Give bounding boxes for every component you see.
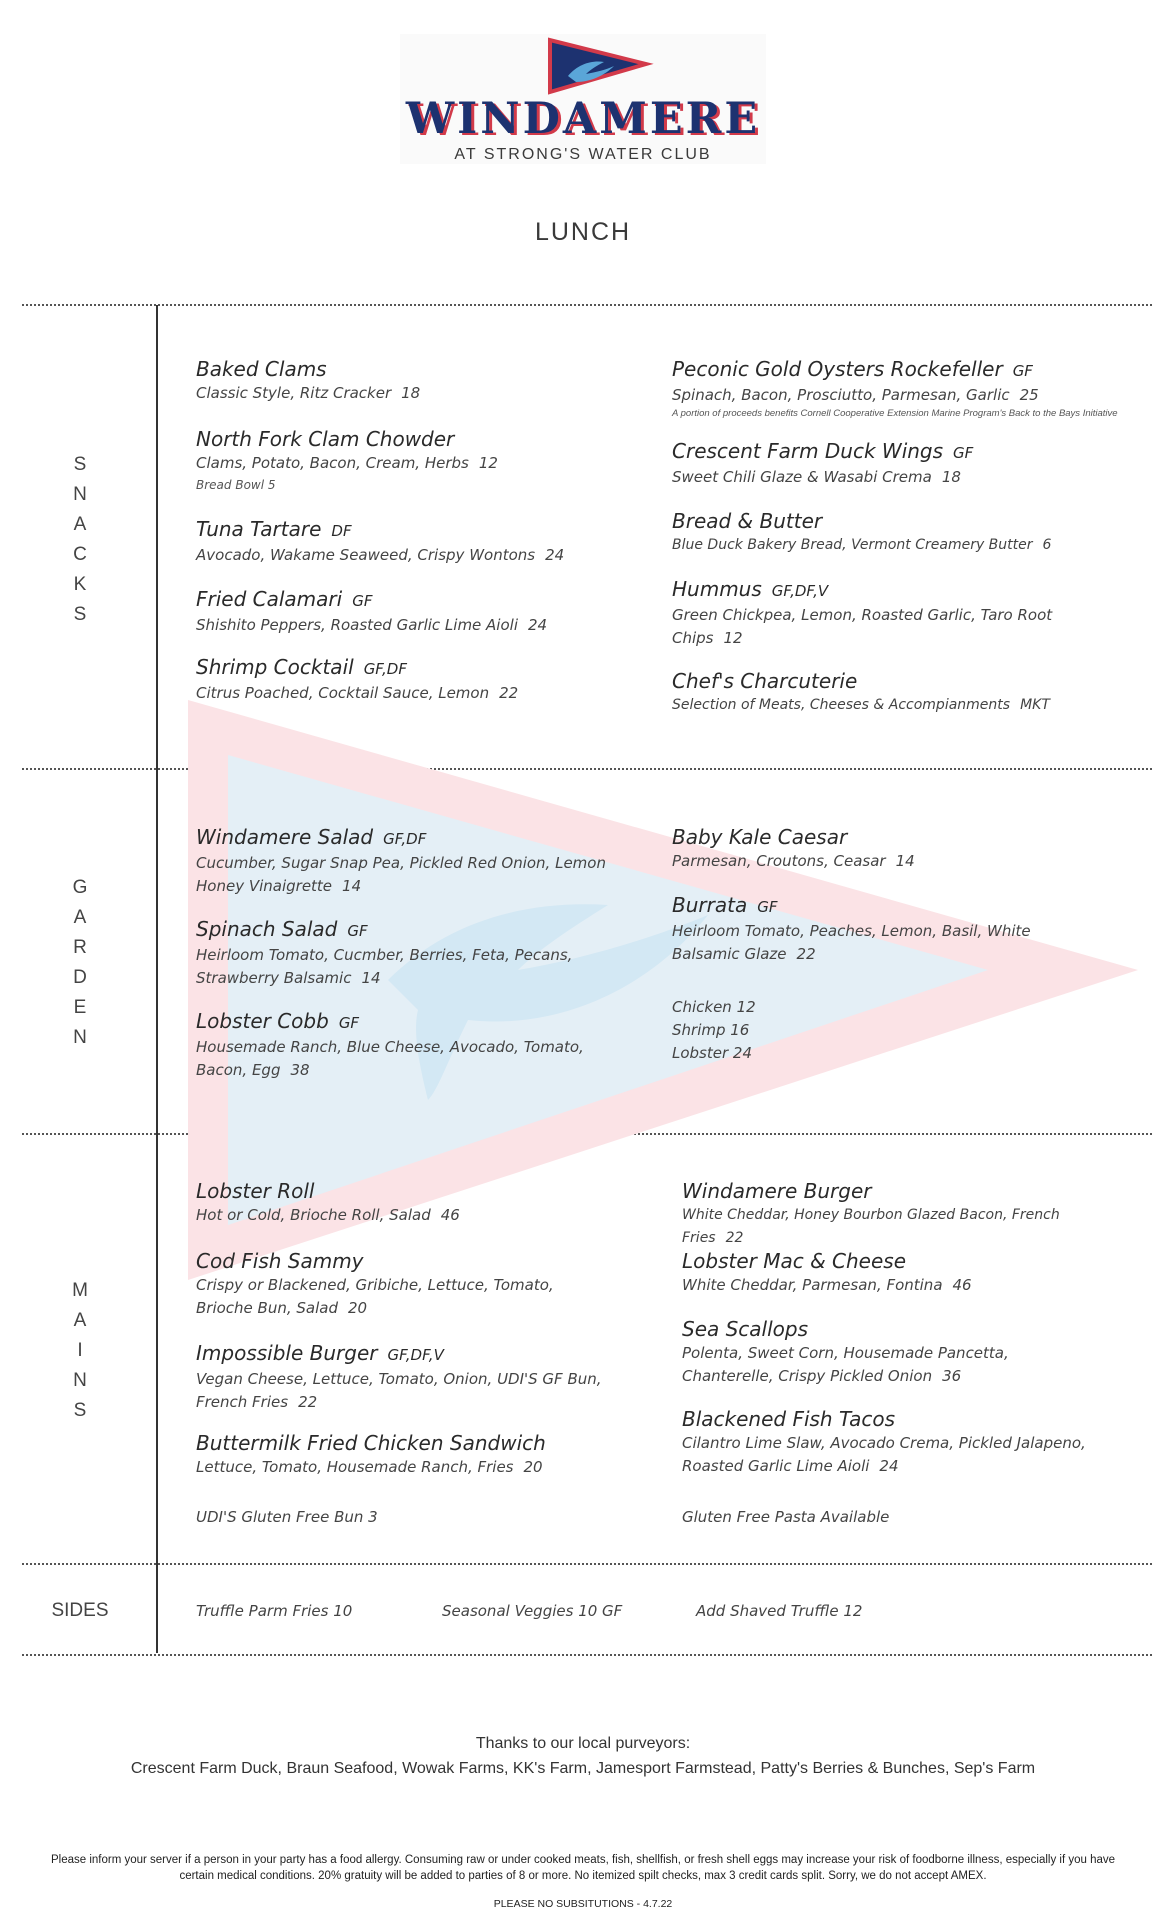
- item-name: Fried Calamari: [196, 587, 343, 611]
- item-desc: Green Chickpea, Lemon, Roasted Garlic, Taro Root Chips: [672, 606, 1053, 647]
- item-name: Tuna Tartare: [196, 517, 322, 541]
- item-tag: GF,DF: [383, 830, 427, 848]
- brand-name: WINDAMERE: [405, 94, 761, 144]
- item-price: 12: [723, 629, 743, 647]
- item-name: Chef's Charcuterie: [672, 669, 858, 693]
- item-desc: Housemade Ranch, Blue Cheese, Avocado, Tomato, Bacon, Egg: [196, 1038, 584, 1079]
- item-tag: GF,DF,V: [771, 582, 829, 600]
- item-desc: Parmesan, Croutons, Ceasar: [672, 852, 886, 870]
- item-desc: Citrus Poached, Cocktail Sauce, Lemon: [196, 684, 490, 702]
- menu-item: [672, 438, 1132, 489]
- menu-title: LUNCH: [534, 218, 632, 246]
- item-name: Peconic Gold Oysters Rockefeller: [672, 357, 1003, 381]
- item-price: 18: [401, 384, 421, 402]
- item-name: Baby Kale Caesar: [672, 825, 848, 849]
- item-price: 22: [298, 1393, 318, 1411]
- mains-label-text: M A I N S: [72, 1280, 93, 1421]
- item-price: 36: [942, 1367, 962, 1385]
- menu-item: [196, 916, 616, 990]
- item-name: North Fork Clam Chowder: [196, 427, 455, 451]
- menu-item: [196, 1430, 636, 1479]
- side-item: Seasonal Veggies 10 GF: [442, 1602, 623, 1620]
- addon-item: Lobster 24: [672, 1044, 753, 1062]
- menu-item: [196, 654, 636, 705]
- item-desc: Blue Duck Bakery Bread, Vermont Creamery Butter: [672, 537, 1033, 553]
- item-price: 24: [528, 616, 548, 634]
- item-name: Baked Clams: [196, 357, 327, 381]
- menu-item: [196, 1008, 616, 1082]
- garden-label-text: G A R D E N: [72, 877, 93, 1048]
- item-desc: Lettuce, Tomato, Housemade Ranch, Fries: [196, 1458, 514, 1476]
- item-desc: Heirloom Tomato, Peaches, Lemon, Basil, White Balsamic Glaze: [672, 922, 1031, 963]
- item-desc: Vegan Cheese, Lettuce, Tomato, Onion, UDI'S GF Bun, French Fries: [196, 1370, 602, 1411]
- item-name: Crescent Farm Duck Wings: [672, 439, 944, 463]
- item-desc: Selection of Meats, Cheeses & Accompianments: [672, 697, 1011, 713]
- gluten-free-pasta-note: Gluten Free Pasta Available: [682, 1508, 890, 1526]
- item-name: Spinach Salad: [196, 917, 338, 941]
- item-tag: GF,DF: [363, 660, 407, 678]
- item-name: Hummus: [672, 577, 762, 601]
- item-note: Bread Bowl 5: [196, 478, 276, 492]
- item-price: 24: [879, 1457, 899, 1475]
- menu-item: [672, 668, 1142, 717]
- divider-mains-sides: [22, 1563, 1152, 1565]
- item-price: 14: [361, 969, 381, 987]
- item-price: 20: [348, 1299, 368, 1317]
- item-tag: GF: [347, 922, 368, 940]
- item-price: 38: [290, 1061, 310, 1079]
- item-name: Lobster Roll: [196, 1179, 315, 1203]
- purveyors-list: Crescent Farm Duck, Braun Seafood, Wowak Farms, KK's Farm, Jamesport Farmstead, Patty's Berries & Bunches, Sep's Farm: [130, 1760, 1036, 1777]
- item-price: 22: [725, 1230, 744, 1246]
- menu-item: [672, 892, 1092, 966]
- menu-item: [682, 1178, 1122, 1250]
- menu-item: [196, 586, 636, 637]
- item-desc: Hot or Cold, Brioche Roll, Salad: [196, 1206, 431, 1224]
- item-name: Sea Scallops: [682, 1317, 809, 1341]
- item-name: Lobster Cobb: [196, 1009, 329, 1033]
- item-price: 46: [440, 1206, 460, 1224]
- addon-list: [672, 996, 756, 1065]
- item-price: 6: [1042, 537, 1052, 553]
- item-price: 14: [342, 877, 362, 895]
- menu-item: [682, 1316, 1092, 1388]
- menu-item: [672, 356, 1132, 421]
- vertical-rule: [156, 305, 158, 1653]
- menu-item: [682, 1248, 1122, 1297]
- menu-item: [672, 508, 1142, 557]
- section-label-garden: [58, 873, 102, 1053]
- item-desc: Clams, Potato, Bacon, Cream, Herbs: [196, 454, 469, 472]
- divider-top: [22, 304, 1152, 306]
- menu-item: [672, 576, 1082, 650]
- item-price: 14: [895, 852, 915, 870]
- item-desc: Cilantro Lime Slaw, Avocado Crema, Pickled Jalapeno, Roasted Garlic Lime Aioli: [682, 1434, 1086, 1475]
- item-name: Windamere Burger: [682, 1179, 872, 1203]
- menu-item: [196, 356, 636, 405]
- item-name: Shrimp Cocktail: [196, 655, 354, 679]
- menu-item: [196, 824, 636, 898]
- snacks-label-text: S N A C K S: [73, 454, 93, 625]
- item-tag: GF: [953, 444, 974, 462]
- divider-bottom: [22, 1654, 1152, 1656]
- side-item: Truffle Parm Fries 10: [196, 1602, 353, 1620]
- menu-item: [196, 1340, 636, 1414]
- item-desc: Heirloom Tomato, Cucmber, Berries, Feta, Pecans, Strawberry Balsamic: [196, 946, 573, 987]
- menu-item: [196, 516, 636, 567]
- menu-item: [196, 426, 636, 495]
- item-desc: Shishito Peppers, Roasted Garlic Lime Aioli: [196, 616, 518, 634]
- item-desc: White Cheddar, Parmesan, Fontina: [682, 1276, 943, 1294]
- menu-item: [672, 824, 1112, 873]
- item-price: 25: [1019, 386, 1039, 404]
- item-desc: Sweet Chili Glaze & Wasabi Crema: [672, 468, 932, 486]
- item-price: 46: [952, 1276, 972, 1294]
- item-tag: GF: [1012, 362, 1033, 380]
- item-footnote: A portion of proceeds benefits Cornell Cooperative Extension Marine Program's Back to the Bays Initiative: [672, 408, 1118, 419]
- item-name: Blackened Fish Tacos: [682, 1407, 895, 1431]
- item-price: 22: [796, 945, 816, 963]
- section-label-sides: SIDES: [51, 1600, 109, 1621]
- item-name: Bread & Butter: [672, 509, 823, 533]
- item-desc: White Cheddar, Honey Bourbon Glazed Bacon, French Fries: [682, 1207, 1060, 1246]
- item-name: Lobster Mac & Cheese: [682, 1249, 907, 1273]
- item-price: MKT: [1020, 697, 1050, 713]
- item-desc: Classic Style, Ritz Cracker: [196, 384, 392, 402]
- item-desc: Cucumber, Sugar Snap Pea, Pickled Red Onion, Lemon Honey Vinaigrette: [196, 854, 606, 895]
- item-name: Impossible Burger: [196, 1341, 378, 1365]
- item-name: Windamere Salad: [196, 825, 374, 849]
- menu-item: [682, 1406, 1112, 1478]
- section-label-snacks: [58, 450, 102, 630]
- item-desc: Polenta, Sweet Corn, Housemade Pancetta, Chanterelle, Crispy Pickled Onion: [682, 1344, 1009, 1385]
- brand-subtitle: AT STRONG'S WATER CLUB: [454, 146, 712, 163]
- purveyors-thanks: [0, 1731, 1166, 1781]
- item-tag: GF: [338, 1014, 360, 1032]
- menu-footer: PLEASE NO SUBSITUTIONS - 4.7.22: [493, 1898, 673, 1910]
- addon-item: Shrimp 16: [672, 1021, 750, 1039]
- item-name: Cod Fish Sammy: [196, 1249, 364, 1273]
- item-price: 20: [523, 1458, 543, 1476]
- item-price: 24: [545, 546, 565, 564]
- menu-item: [196, 1248, 606, 1320]
- item-tag: GF,DF,V: [387, 1346, 444, 1364]
- allergy-disclaimer: Please inform your server if a person in your party has a food allergy. Consuming raw or under cooked meats, fish, shellfish, or fresh shell eggs may increase your risk of foodborne illness, especially if you have certain medical conditions. 20% gratuity will be added to parties of 8 or more. No itemized spilt checks, max 3 credit cards split. Sorry, we do not accept AMEX.: [50, 1854, 1116, 1882]
- item-tag: GF: [757, 898, 778, 916]
- item-desc: Crispy or Blackened, Gribiche, Lettuce, Tomato, Brioche Bun, Salad: [196, 1276, 554, 1317]
- item-tag: GF: [352, 592, 373, 610]
- item-desc: Avocado, Wakame Seaweed, Crispy Wontons: [196, 546, 536, 564]
- menu-item: [196, 1178, 636, 1227]
- purveyors-heading: Thanks to our local purveyors:: [475, 1735, 691, 1752]
- item-price: 12: [478, 454, 498, 472]
- item-name: Burrata: [672, 893, 748, 917]
- item-name: Buttermilk Fried Chicken Sandwich: [196, 1431, 546, 1455]
- addon-item: Chicken 12: [672, 998, 756, 1016]
- side-item: Add Shaved Truffle 12: [696, 1602, 863, 1620]
- item-desc: Spinach, Bacon, Prosciutto, Parmesan, Garlic: [672, 386, 1010, 404]
- item-tag: DF: [331, 522, 352, 540]
- item-price: 22: [499, 684, 519, 702]
- gluten-free-bun-note: UDI'S Gluten Free Bun 3: [196, 1508, 378, 1526]
- section-label-mains: [58, 1276, 102, 1426]
- item-price: 18: [941, 468, 961, 486]
